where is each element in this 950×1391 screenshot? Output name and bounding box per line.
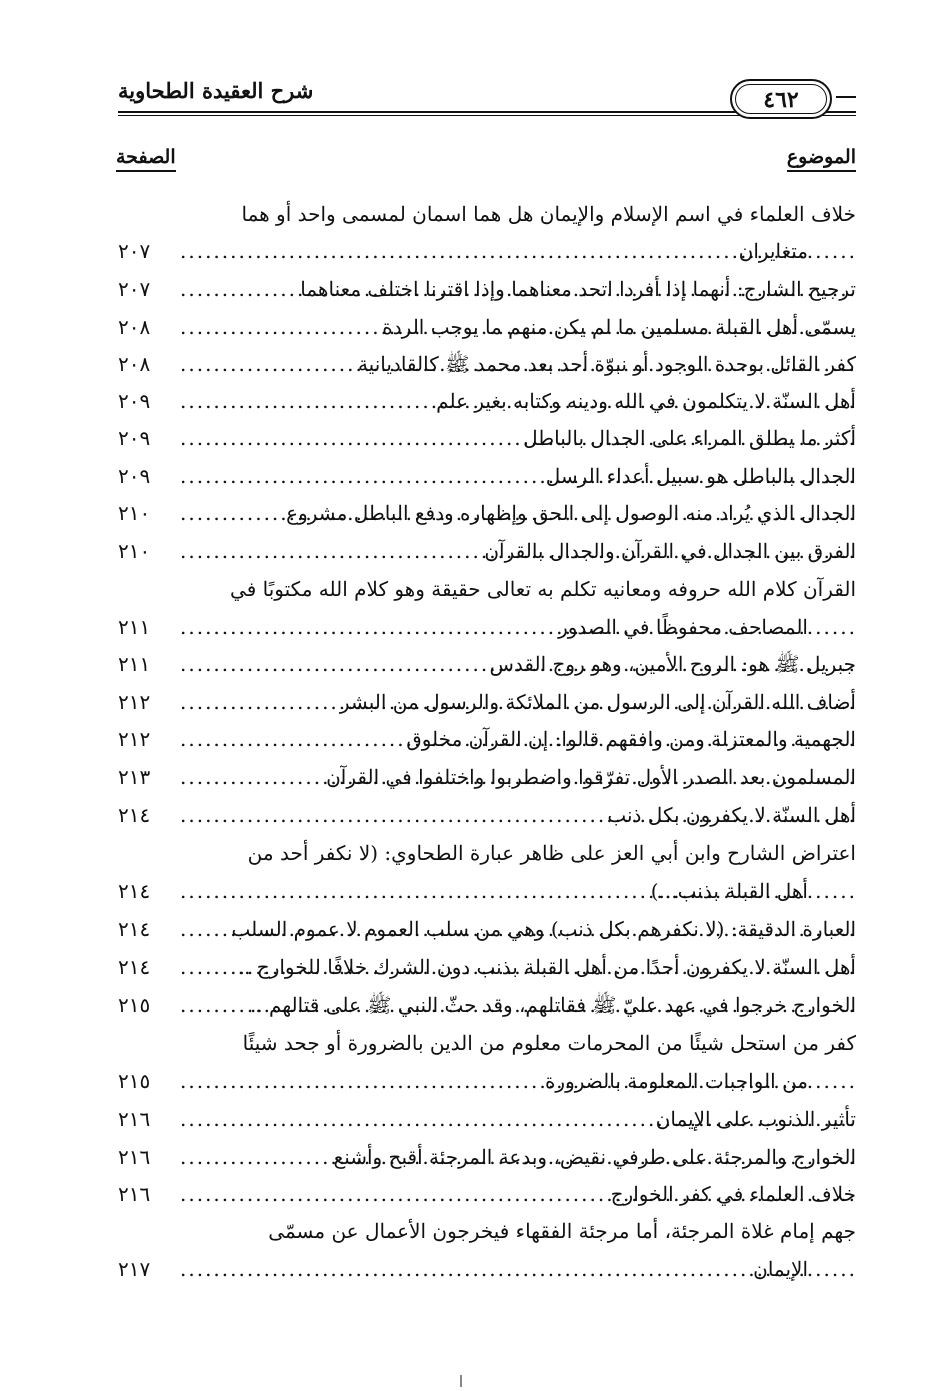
toc-entry-title: أهل السنّة لا يكفرون بكل ذنب	[601, 796, 856, 834]
toc-entry	[118, 758, 856, 796]
dot-leader	[180, 1062, 856, 1100]
toc-entry-title: أكثر ما يطلق المراء على الجدال بالباطل	[517, 419, 856, 457]
dot-leader	[180, 494, 856, 532]
toc-entry	[118, 645, 856, 683]
toc-entry-page: ٢١٦	[118, 1182, 151, 1206]
column-heading-underline	[787, 170, 856, 172]
toc-entry-title: من الواجبات المعلومة بالضرورة	[539, 1062, 808, 1100]
toc-entry-title: الجدال بالباطل هو سبيل أعداء الرسل	[540, 457, 856, 495]
dot-leader	[180, 1138, 856, 1176]
toc-entry	[118, 608, 856, 646]
dot-leader	[180, 308, 856, 346]
dot-leader	[180, 872, 856, 910]
dot-leader	[180, 758, 856, 796]
toc-entry-page: ٢٠٨	[118, 352, 151, 376]
toc-entry	[118, 986, 856, 1024]
toc-entry	[118, 834, 856, 872]
toc-entry	[118, 720, 856, 758]
page-number-badge	[730, 79, 832, 119]
dot-leader	[180, 796, 856, 834]
toc-entry	[118, 382, 856, 420]
toc-entry	[118, 683, 856, 721]
toc-entry-title: الجدال الذي يُراد منه الوصول إلى الحق وإظهاره ودفع الباطل مشروع	[280, 494, 856, 532]
toc-entry-page: ٢١١	[118, 615, 151, 639]
toc-entry-page: ٢٠٧	[118, 239, 151, 263]
toc-entry-page: ٢١٠	[118, 539, 151, 563]
column-heading-underline	[116, 170, 176, 172]
toc-entry	[118, 419, 856, 457]
toc-entry-title: خلاف العلماء في اسم الإسلام والإيمان هل هما اسمان لمسمى واحد أو هما	[241, 195, 856, 233]
toc-entry-title: جهم إمام غلاة المرجئة، أما مرجئة الفقهاء فيخرجون الأعمال عن مسمّى	[268, 1212, 856, 1250]
toc-entry	[118, 345, 856, 383]
toc-entry-page: ٢١٥	[118, 1069, 151, 1093]
toc-entry-page: ٢١٣	[118, 765, 151, 789]
dot-leader	[180, 1100, 856, 1138]
toc-entry	[118, 570, 856, 608]
toc-entry-title: أهل السنّة لا يتكلمون في الله ودينه وكتابه بغير علم	[430, 382, 856, 420]
toc-entry	[118, 1100, 856, 1138]
toc-entry-page: ٢١٤	[118, 803, 151, 827]
toc-entry-page: ٢١٧	[118, 1257, 151, 1281]
dot-leader	[180, 683, 856, 721]
toc-entry-title: القرآن كلام الله حروفه ومعانيه تكلم به تعالى حقيقة وهو كلام الله مكتوبًا في	[230, 570, 856, 608]
toc-entry-page: ٢١١	[118, 652, 151, 676]
toc-entry-page: ٢١٦	[118, 1107, 151, 1131]
dot-leader	[180, 345, 856, 383]
page-edge-mark	[460, 1375, 462, 1387]
toc-entry-page: ٢١٢	[118, 690, 151, 714]
toc-entry-title: تأثير الذنوب على الإيمان	[650, 1100, 856, 1138]
toc-entry-title: كفر من استحل شيئًا من المحرمات معلوم من الدين بالضرورة أو جحد شيئًا	[243, 1024, 856, 1062]
dot-leader	[180, 457, 856, 495]
toc-entry-title: أهل القبلة بذنب...)	[645, 872, 808, 910]
toc-entry-title: أضاف الله القرآن إلى الرسول من الملائكة والرسول من البشر	[334, 683, 856, 721]
dot-leader	[180, 1175, 856, 1213]
dot-leader	[180, 232, 856, 270]
toc-entry-title: الإيمان	[747, 1250, 808, 1288]
toc-entry-page: ٢١٥	[118, 993, 151, 1017]
toc-entry	[118, 270, 856, 308]
page-number: ٤٦٢	[735, 84, 827, 114]
dot-leader	[180, 645, 856, 683]
toc-entry-page: ٢١٦	[118, 1145, 151, 1169]
toc-entry-page: ٢١٤	[118, 879, 151, 903]
column-heading-topic-label: الموضوع	[786, 146, 856, 168]
toc-entry-title: يسمّى أهل القبلة مسلمين ما لم يكن منهم ما يوجب الردة	[376, 308, 856, 346]
dot-leader	[180, 986, 856, 1024]
dot-leader	[180, 1250, 856, 1288]
toc-entry-page: ٢١٤	[118, 955, 151, 979]
toc-entry-title: المسلمون بعد الصدر الأول تفرّقوا واضطربوا واختلفوا في القرآن	[320, 758, 856, 796]
column-heading-page	[116, 146, 176, 172]
toc-entry	[118, 1138, 856, 1176]
dot-leader	[180, 382, 856, 420]
toc-entry-title: متغايران	[733, 232, 808, 270]
toc-entry	[118, 910, 856, 948]
toc-entry-title: جبريل ﷺ هو: الروح الأمين، وهو روح القدس	[483, 645, 856, 683]
dot-leader	[180, 608, 856, 646]
header-ornament	[836, 96, 856, 98]
toc-entry	[118, 532, 856, 570]
toc-entry-page: ٢١٤	[118, 917, 151, 941]
toc-entry-page: ٢١٢	[118, 727, 151, 751]
toc-entry	[118, 195, 856, 233]
dot-leader	[180, 532, 856, 570]
dot-leader	[180, 948, 856, 986]
toc-entry	[118, 1024, 856, 1062]
toc-entry-title: الخوارج والمرجئة على طرفي نقيض، وبدعة المرجئة أقبح وأشنع	[328, 1138, 856, 1176]
book-title: شرح العقيدة الطحاوية	[118, 78, 314, 103]
dot-leader	[180, 910, 856, 948]
toc-entry-page: ٢٠٩	[118, 464, 151, 488]
column-heading-topic	[787, 146, 856, 172]
toc-entry-title: الفرق بين الجدال في القرآن والجدال بالقرآن	[478, 532, 856, 570]
toc-entry-page: ٢٠٩	[118, 389, 151, 413]
toc-entry-title: ترجيح الشارح: أنهما إذا أفردا اتحد معناهما وإذا اقترنا اختلف معناهما	[294, 270, 856, 308]
toc-entry	[118, 796, 856, 834]
toc-entry-title: الجهمية والمعتزلة ومن وافقهم قالوا: إن القرآن مخلوق	[400, 720, 856, 758]
toc-entry	[118, 494, 856, 532]
toc-entry-title: كفر القائل بوحدة الوجود أو نبوّة أحد بعد محمد ﷺ كالقاديانية	[352, 345, 856, 383]
toc-entry-title: خلاف العلماء في كفر الخوارج	[605, 1175, 856, 1213]
toc-entry	[118, 1062, 856, 1100]
toc-entry	[118, 872, 856, 910]
toc-entry	[118, 948, 856, 986]
column-heading-page-label: الصفحة	[116, 146, 176, 168]
toc-entry-title: الخوارج خرجوا في عهد عليّ ﷺ فقاتلهم، وقد حثّ النبي ﷺ على قتالهم ..	[244, 986, 856, 1024]
toc-entry-page: ٢٠٧	[118, 277, 151, 301]
toc-entry	[118, 1175, 856, 1213]
toc-entry-title: أهل السنّة لا يكفرون أحدًا من أهل القبلة بذنب دون الشرك خلافًا للخوارج ..	[232, 948, 856, 986]
toc-entry-title: اعتراض الشارح وابن أبي العز على ظاهر عبارة الطحاوي: (لا نكفر أحد من	[248, 834, 856, 872]
toc-entry-title: المصاحف محفوظًا في الصدور	[552, 608, 808, 646]
toc-entry-title: العبارة الدقيقة: (لا نكفرهم بكل ذنب) وهي من سلب العموم لا عموم السلب	[226, 910, 856, 948]
dot-leader	[180, 720, 856, 758]
dot-leader	[180, 419, 856, 457]
dot-leader	[180, 270, 856, 308]
toc-entry	[118, 1212, 856, 1250]
toc-entry-page: ٢٠٨	[118, 315, 151, 339]
toc-entry	[118, 457, 856, 495]
toc-entry	[118, 308, 856, 346]
toc-entry-page: ٢١٠	[118, 501, 151, 525]
toc-entry	[118, 232, 856, 270]
running-header	[118, 74, 856, 134]
toc-entry-page: ٢٠٩	[118, 426, 151, 450]
toc-entry	[118, 1250, 856, 1288]
